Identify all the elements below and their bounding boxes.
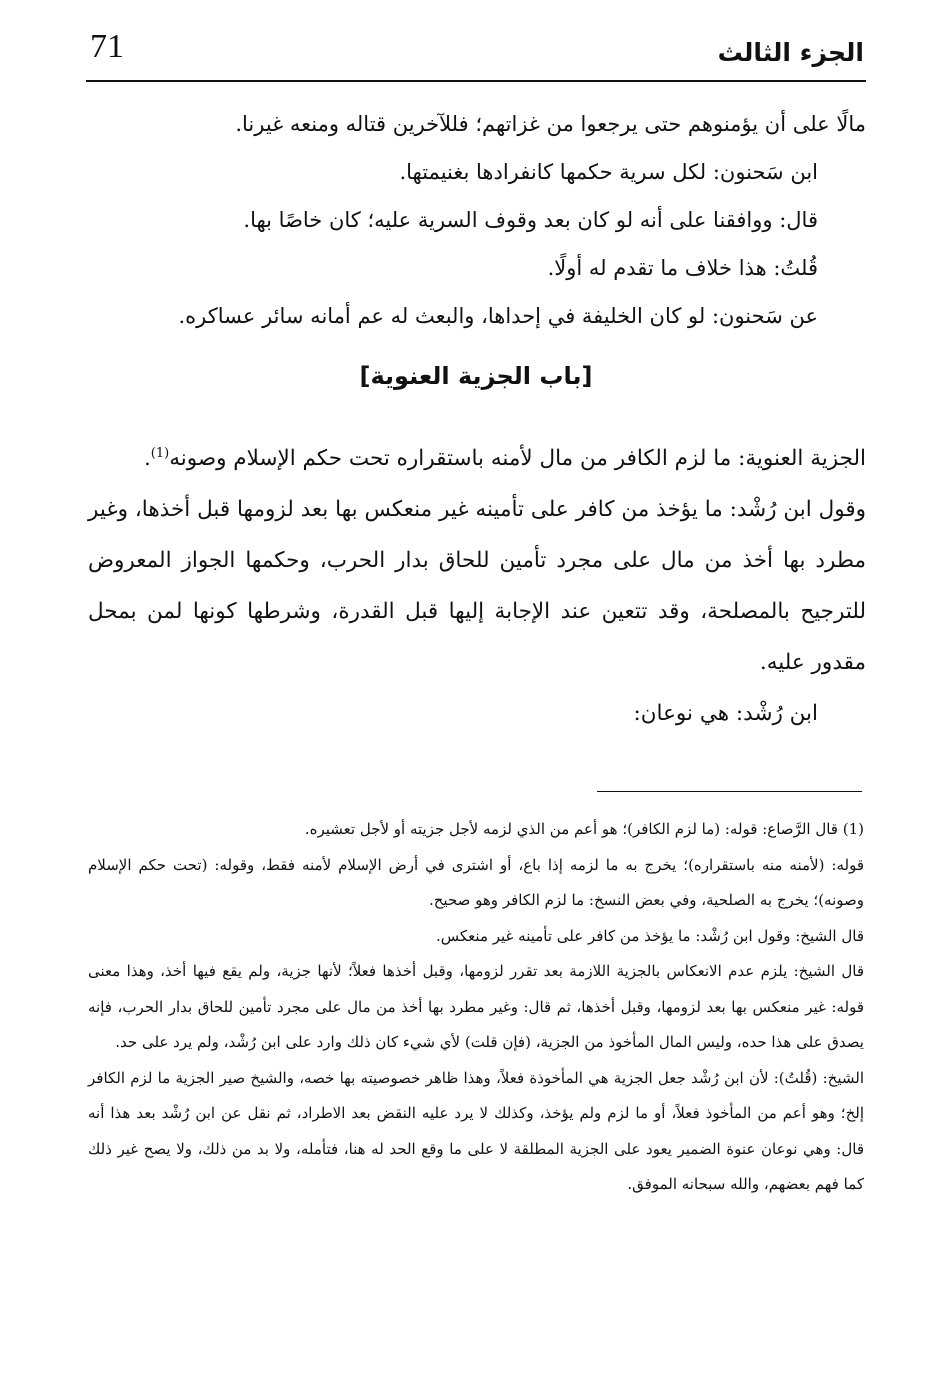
footnote: قال الشيخ: وقول ابن رُشْد: ما يؤخذ من كافر على تأمينه غير منعكس.: [436, 926, 864, 945]
running-title: الجزء الثالث: [717, 38, 864, 67]
paragraph: ابن سَحنون: لكل سرية حكمها كانفرادها بغنيمتها.: [399, 160, 818, 184]
footnote: قوله: (لأمنه منه باستقراره)؛ يخرج به ما لزمه إذا باع، أو اشترى في أرض الإسلام لأمنه فقط، وقوله: (تحت حكم الإسلام وصونه)؛ يخرج به الصلحية، وفي بعض النسخ: ما لزم الكافر وهو صحيح.: [88, 855, 864, 909]
page-number: 71: [90, 28, 124, 65]
footnote: (1) قال الرَّصاع: قوله: (ما لزم الكافر)؛ هو أعم من الذي لزمه لأجل جزيته أو لأجل تعشيره.: [304, 820, 864, 838]
paragraph: مالًا على أن يؤمنوهم حتى يرجعوا من غزاتهم؛ فللآخرين قتاله ومنعه غيرنا.: [235, 112, 866, 136]
section-heading: [باب الجزية العنوية]: [359, 362, 593, 390]
footnote: قال الشيخ: يلزم عدم الانعكاس بالجزية اللازمة بعد تقرر لزومها، وقبل أخذها فعلاً؛ لأنها جزية، ولم يقع فيها أخذ، وهذا معنى قوله: غير منعكس بها بعد لزومها، وقبل أخذها، ثم قال: وغير مطرد بها أخذ من مال على مجرد تأمين للحاق بدار الحرب، فإنه يصدق على هذا حده، وليس المال المأخوذ من الجزية، (فإن قلت) لأي شيء كان ذلك وارد على ابن رُشْد، ولم يرد على حد.: [88, 962, 864, 1051]
footnotes-block: [88, 812, 864, 1203]
definition-paragraph: [88, 428, 866, 484]
top-text-block: [88, 100, 866, 340]
paragraph: ابن رُشْد: هي نوعان:: [633, 701, 818, 727]
paragraph: عن سَحنون: لو كان الخليفة في إحداها، والبعث له عم أمانه سائر عساكره.: [178, 304, 818, 328]
header-divider: [86, 80, 866, 82]
paragraph: وقول ابن رُشْد: ما يؤخذ من كافر على تأمينه غير منعكس بها بعد لزومها قبل أخذها، وغير مطرد بها أخذ من مال على مجرد تأمين للحاق بدار الحرب، وحكمها الجواز المعروض للترجيح بالمصلحة، وقد تتعين عند الإجابة إليها قبل القدرة، وشرطها كونها لمن بمحل مقدور عليه.: [88, 497, 866, 676]
paragraph: قال: ووافقنا على أنه لو كان بعد وقوف السرية عليه؛ كان خاصًا بها.: [243, 208, 818, 232]
footnote-divider: [597, 791, 862, 792]
paragraph: قُلتُ: هذا خلاف ما تقدم له أولًا.: [547, 256, 818, 280]
footnote-reference: (1): [150, 446, 170, 461]
definition-end: .: [143, 446, 151, 472]
page-header: [90, 28, 864, 78]
definition-text: الجزية العنوية: ما لزم الكافر من مال لأمنه باستقراره تحت حكم الإسلام وصونه: [169, 446, 866, 472]
section-text-block: [88, 428, 866, 739]
footnote: الشيخ: (قُلتُ): لأن ابن رُشْد جعل الجزية هي المأخوذة فعلاً، وهذا ظاهر خصوصيته بها خصه، والشيخ صير الجزية ما لزم الكافر إلخ؛ وهو أعم من المأخوذ فعلاً، أو ما لزم ولم يؤخذ، وكذلك لا يرد عليه النقض بعد الاطراد، ثم نقل عن ابن رُشْد بعد هذا أنه قال: وهي نوعان عنوة الضمير يعود على الجزية المطلقة لا على ما وقع الحد له هنا، فتأمله، ولا بد من ذلك، ولا يصح غير ذلك كما فهم بعضهم، والله سبحانه الموفق.: [88, 1068, 865, 1193]
